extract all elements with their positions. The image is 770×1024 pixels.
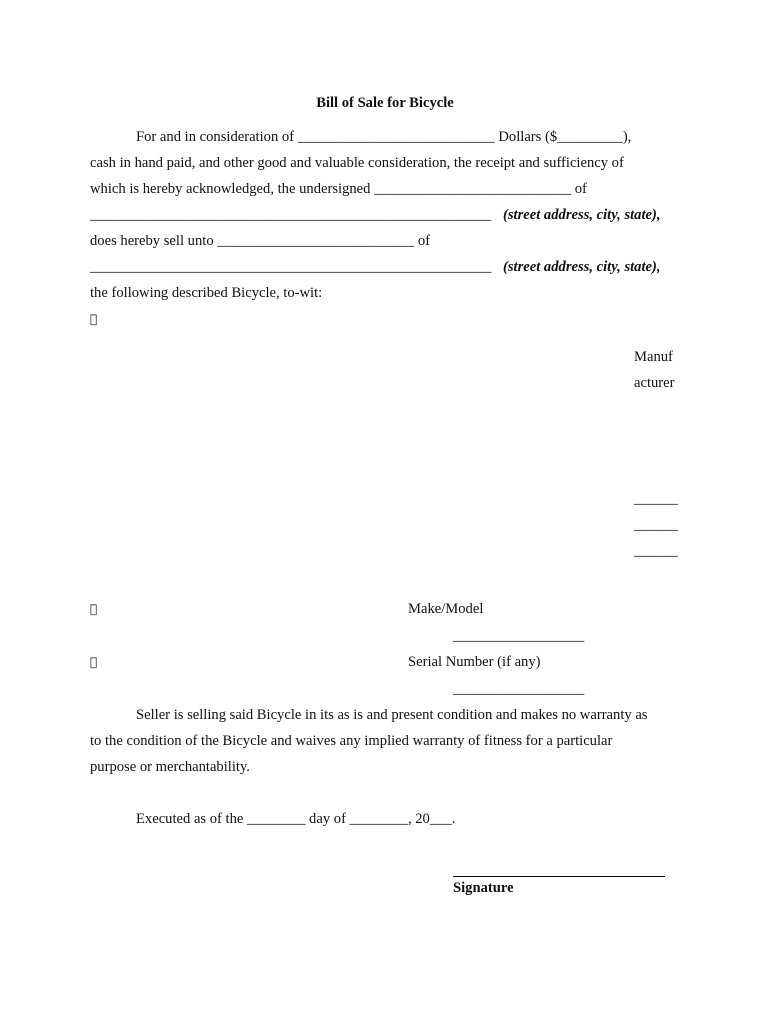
make-model-blank: __________________ (453, 628, 585, 644)
manufacturer-blank-1: ______ (634, 491, 678, 507)
checkbox-bullet-icon (90, 312, 94, 326)
warranty-line-3: purpose or merchantability. (90, 759, 250, 775)
seller-address-blank: _______________________________________________________ (90, 207, 492, 223)
checkbox-bullet-icon (90, 655, 94, 669)
signature-label: Signature (453, 880, 514, 896)
make-model-label: Make/Model (408, 601, 484, 617)
buyer-address-blank: _______________________________________________________ (90, 259, 492, 275)
checkbox-bullet-icon (90, 602, 94, 616)
buyer-line: does hereby sell unto ___________________________ of (90, 233, 431, 249)
consideration-line: For and in consideration of ___________________________ Dollars ($_________), (136, 129, 632, 145)
page-title: Bill of Sale for Bicycle (316, 95, 454, 111)
described-line: the following described Bicycle, to-wit: (90, 285, 323, 301)
manufacturer-label-part2: acturer (634, 375, 675, 391)
seller-address-label: (street address, city, state), (503, 207, 661, 223)
consideration-line-2: cash in hand paid, and other good and valuable consideration, the receipt and sufficiency of (90, 155, 624, 171)
warranty-line-2: to the condition of the Bicycle and waives any implied warranty of fitness for a particular (90, 733, 613, 749)
executed-line: Executed as of the ________ day of ________, 20___. (136, 811, 456, 827)
warranty-line-1: Seller is selling said Bicycle in its as is and present condition and makes no warranty as (136, 707, 648, 723)
signature-line (453, 876, 665, 877)
manufacturer-label-part1: Manuf (634, 349, 673, 365)
seller-line: which is hereby acknowledged, the undersigned ___________________________ of (90, 181, 587, 197)
manufacturer-blank-2: ______ (634, 517, 678, 533)
serial-number-blank: __________________ (453, 681, 585, 697)
buyer-address-label: (street address, city, state), (503, 259, 661, 275)
manufacturer-blank-3: ______ (634, 543, 678, 559)
serial-number-label: Serial Number (if any) (408, 654, 541, 670)
